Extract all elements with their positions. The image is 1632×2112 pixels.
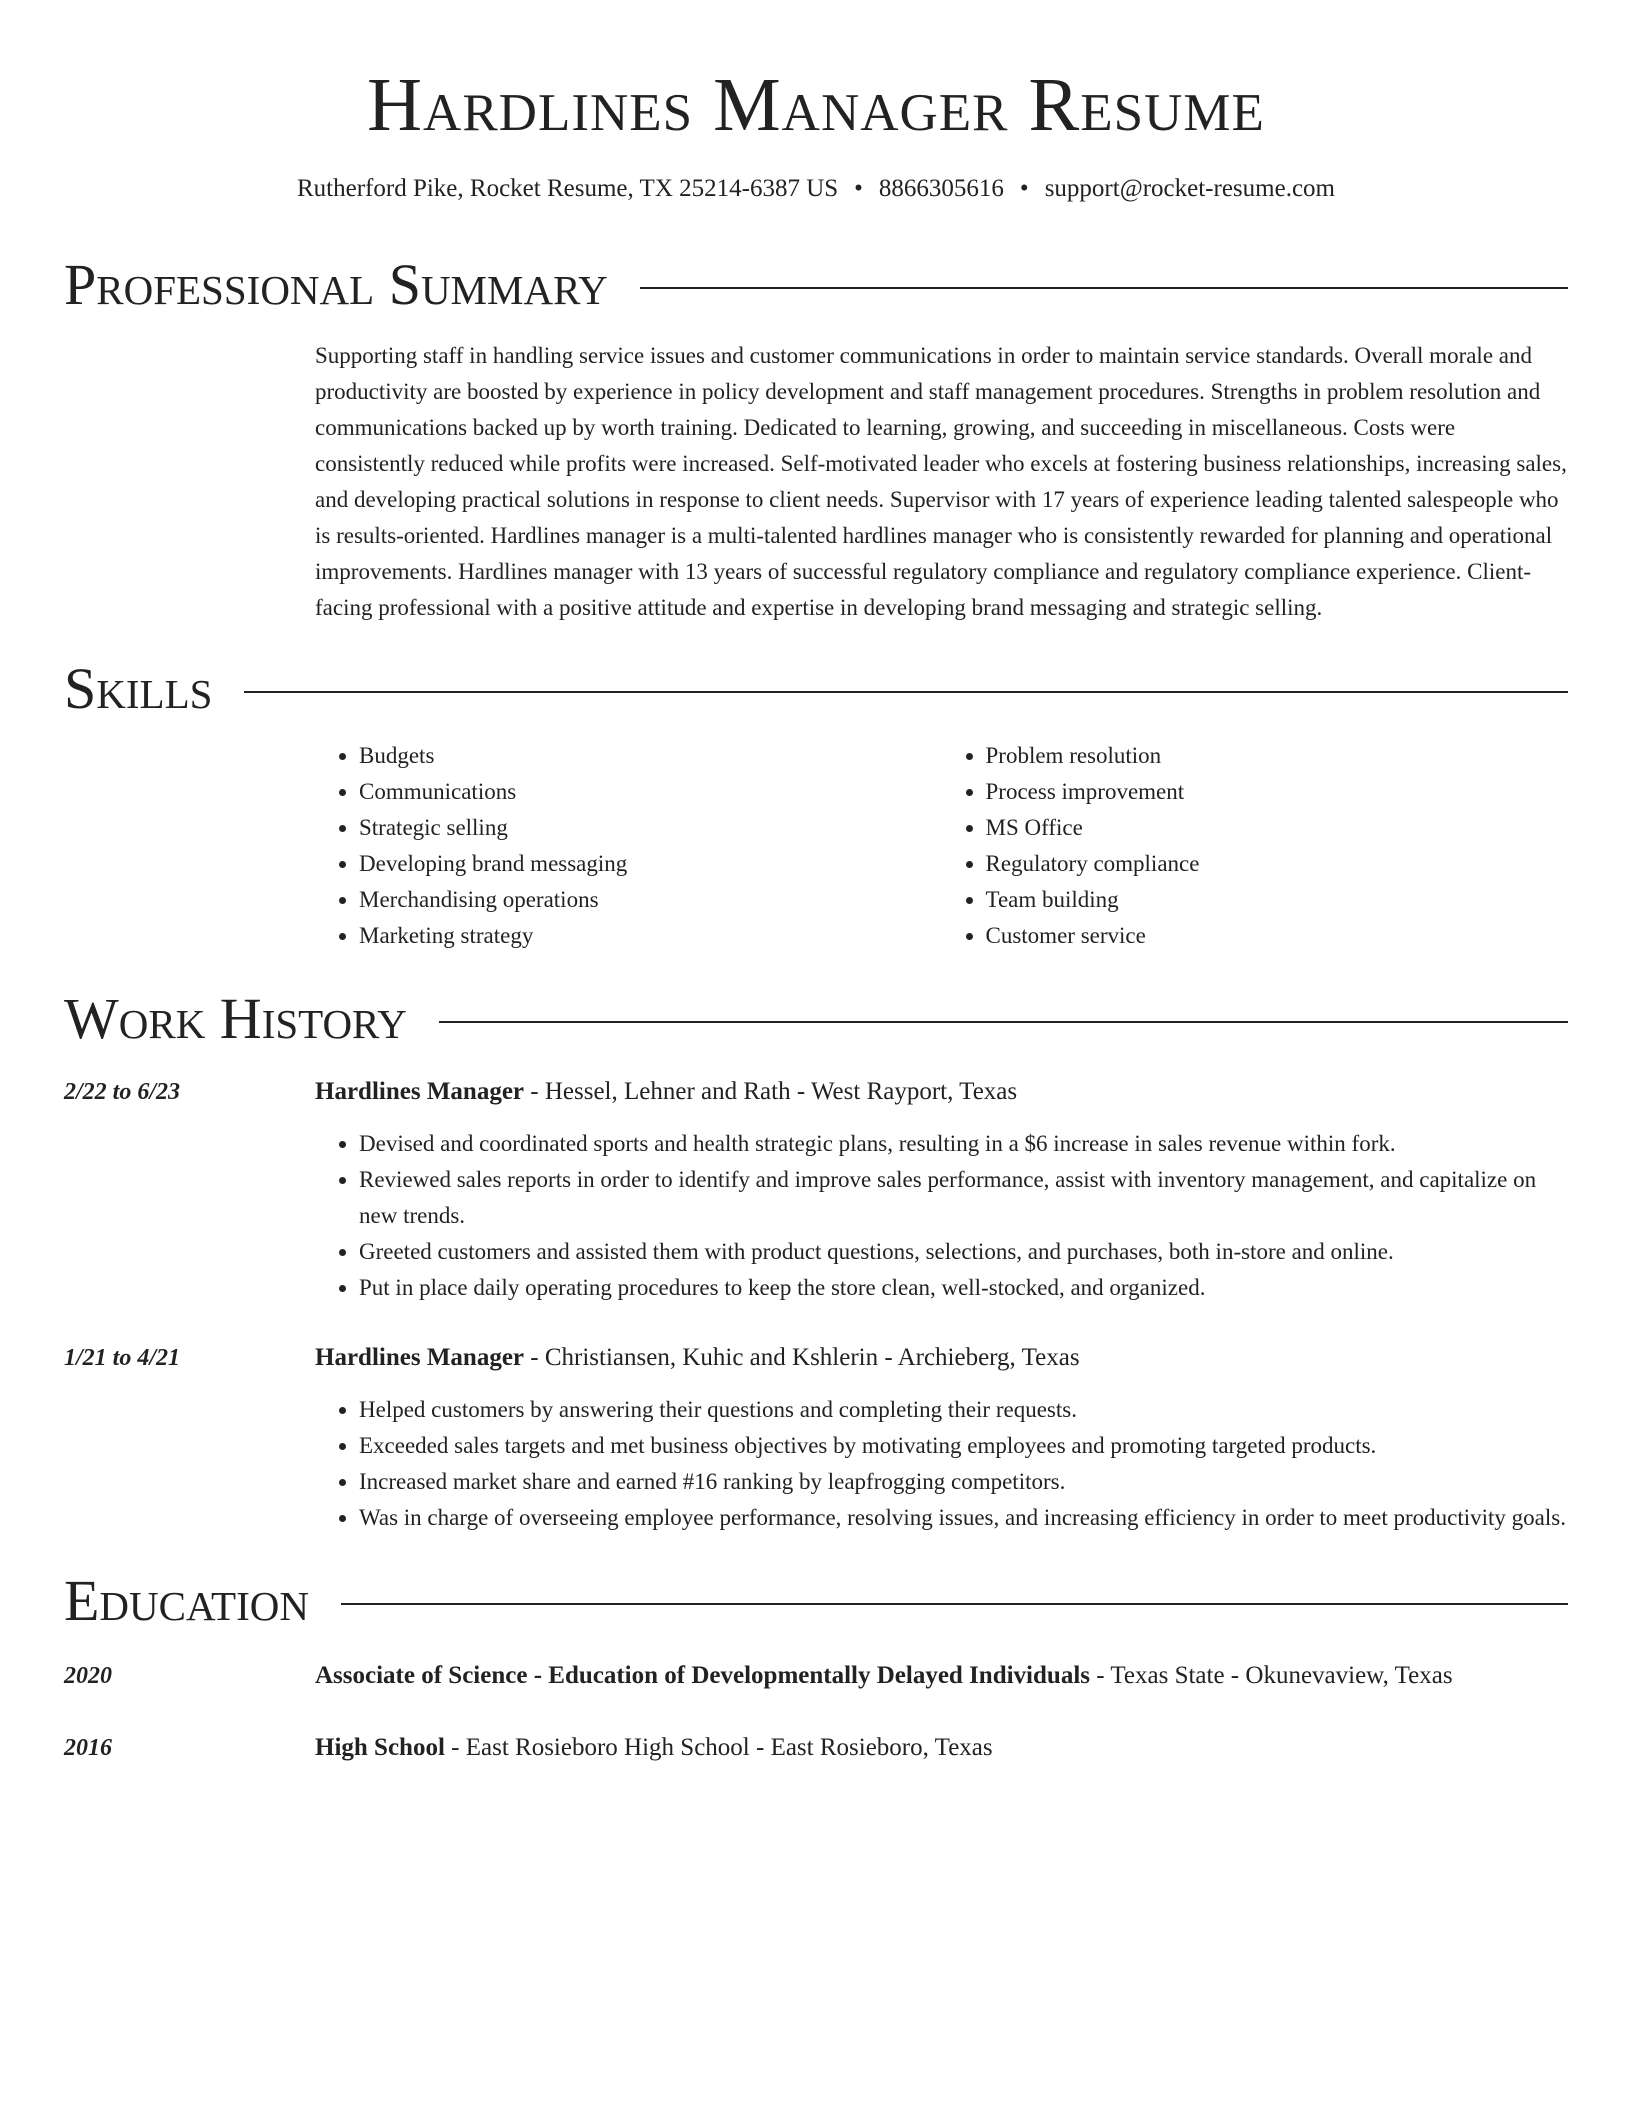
contact-separator: •: [854, 175, 863, 202]
skill-item: • Communications: [359, 774, 942, 810]
skill-item: • MS Office: [986, 810, 1569, 846]
summary-heading: Professional Summary: [64, 252, 608, 317]
contact-email: support@rocket-resume.com: [1044, 175, 1335, 202]
work-bullet: • Put in place daily operating procedures to keep the store clean, well-stocked, and organized.: [359, 1270, 1568, 1306]
skills-list-right: [942, 738, 1569, 954]
work-bullet: • Devised and coordinated sports and health strategic plans, resulting in a $6 increase in sales revenue within fork.: [359, 1126, 1568, 1162]
section-divider: [640, 287, 1568, 289]
work-bullet: • Greeted customers and assisted them with product questions, selections, and purchases, both in-store and online.: [359, 1234, 1568, 1270]
section-divider: [439, 1021, 1568, 1023]
skills-list-left: [315, 738, 942, 954]
work-entry: [64, 1340, 1568, 1536]
job-employer: - Hessel, Lehner and Rath - West Rayport, Texas: [524, 1078, 1018, 1105]
skill-item: • Budgets: [359, 738, 942, 774]
skill-item: • Problem resolution: [986, 738, 1569, 774]
education-heading: Education: [64, 1568, 309, 1633]
work-title: [315, 1340, 1568, 1376]
education-year: 2020: [64, 1663, 112, 1689]
section-divider: [244, 691, 1568, 693]
education-degree: High School: [315, 1734, 445, 1761]
resume-page: [64, 0, 1568, 1766]
work-dates: 1/21 to 4/21: [64, 1345, 181, 1371]
work-heading: Work History: [64, 986, 407, 1051]
skill-item: • Strategic selling: [359, 810, 942, 846]
section-divider: [341, 1603, 1568, 1605]
skill-item: • Customer service: [986, 918, 1569, 954]
work-bullets: [315, 1126, 1568, 1306]
skills-section-heading: [64, 656, 1568, 722]
skill-item: • Merchandising operations: [359, 882, 942, 918]
job-role: Hardlines Manager: [315, 1344, 525, 1371]
contact-line: [64, 172, 1568, 206]
education-title: [315, 1658, 1568, 1694]
work-entry-body: [315, 1340, 1568, 1536]
contact-separator: •: [1019, 175, 1029, 202]
job-employer: - Christiansen, Kuhic and Kshlerin - Archieberg, Texas: [524, 1344, 1080, 1371]
work-bullet: • Reviewed sales reports in order to identify and improve sales performance, assist with inventory management, and capitalize on new trends.: [359, 1162, 1568, 1234]
contact-address: Rutherford Pike, Rocket Resume, TX 25214-6387 US: [297, 175, 839, 202]
education-school: - East Rosieboro High School - East Rosieboro, Texas: [444, 1734, 993, 1761]
education-title: [315, 1730, 1568, 1766]
work-bullet: • Helped customers by answering their questions and completing their requests.: [359, 1392, 1568, 1428]
skill-item: • Regulatory compliance: [986, 846, 1569, 882]
summary-section-heading: [64, 252, 1568, 318]
education-entry: [64, 1658, 1568, 1694]
education-entry: [64, 1730, 1568, 1766]
education-year: 2016: [64, 1735, 112, 1761]
skill-item: • Team building: [986, 882, 1569, 918]
education-section-heading: [64, 1568, 1568, 1634]
work-title: [315, 1074, 1568, 1110]
skills-grid: [315, 738, 1568, 954]
education-school: - Texas State - Okunevaview, Texas: [1090, 1662, 1453, 1689]
summary-text: Supporting staff in handling service issues and customer communications in order to maintain service standards. Overall morale and productivity are boosted by experience in policy development and staff management procedures. Strengths in problem resolution and communications backed up by worth training. Dedicated to learning, growing, and succeeding in miscellaneous. Costs were consistently reduced while profits were increased. Self-motivated leader who excels at fostering business relationships, increasing sales, and developing practical solutions in response to client needs. Supervisor with 17 years of experience leading talented salespeople who is results-oriented. Hardlines manager is a multi-talented hardlines manager who is consistently rewarded for planning and operational improvements. Hardlines manager with 13 years of successful regulatory compliance and regulatory compliance experience. Client-facing professional with a positive attitude and expertise in developing brand messaging and strategic selling.: [315, 343, 1567, 620]
skill-item: • Process improvement: [986, 774, 1569, 810]
work-entry-body: [315, 1074, 1568, 1306]
work-bullet: • Increased market share and earned #16 ranking by leapfrogging competitors.: [359, 1464, 1568, 1500]
contact-phone: 8866305616: [878, 175, 1004, 202]
skill-item: • Marketing strategy: [359, 918, 942, 954]
work-bullet: • Was in charge of overseeing employee performance, resolving issues, and increasing efficiency in order to meet productivity goals.: [359, 1500, 1568, 1536]
job-role: Hardlines Manager: [315, 1078, 525, 1105]
skill-item: • Developing brand messaging: [359, 846, 942, 882]
work-dates: 2/22 to 6/23: [64, 1079, 181, 1105]
education-degree: Associate of Science - Education of Developmentally Delayed Individuals: [315, 1662, 1090, 1689]
work-entry: [64, 1074, 1568, 1306]
resume-title: Hardlines Manager Resume: [367, 63, 1265, 147]
work-bullet: • Exceeded sales targets and met business objectives by motivating employees and promoting targeted products.: [359, 1428, 1568, 1464]
skills-heading: Skills: [64, 656, 213, 721]
work-section-heading: [64, 986, 1568, 1052]
work-bullets: [315, 1392, 1568, 1536]
